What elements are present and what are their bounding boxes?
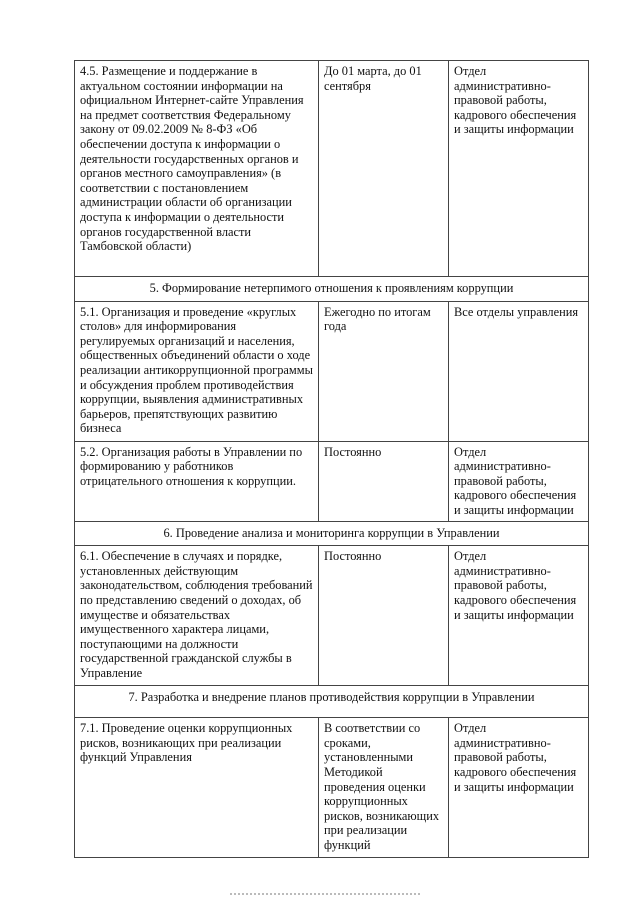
- term-cell: В соответствии со сроками, установленными Методикой проведения оценки коррупционных рисков, возникающих при реализации функций: [319, 718, 449, 858]
- section-row: [75, 277, 589, 302]
- action-cell: 5.2. Организация работы в Управлении по формированию у работников отрицательного отношения к коррупции.: [75, 441, 319, 521]
- section-title: 7. Разработка и внедрение планов противодействия коррупции в Управлении: [75, 686, 589, 718]
- section-row: [75, 521, 589, 546]
- section-row: [75, 686, 589, 718]
- term-cell: До 01 марта, до 01 сентября: [319, 61, 449, 277]
- action-cell: 4.5. Размещение и поддержание в актуальном состоянии информации на официальном Интернет-сайте Управления на предмет соответствия Федеральному закону от 09.02.2009 № 8-ФЗ «Об обеспечении доступа к информации о деятельности государственных органов и органов местного самоуправления» (в соответствии с постановлением администрации области об организации доступа к информации о деятельности органов государственной власти Тамбовской области): [75, 61, 319, 277]
- table-row: [75, 61, 589, 277]
- plan-table: [74, 60, 589, 858]
- document-page: [74, 60, 586, 858]
- table-row: [75, 718, 589, 858]
- table-row: [75, 301, 589, 441]
- responsible-cell: Отдел административно-правовой работы, кадрового обеспечения и защиты информации: [449, 546, 589, 686]
- action-cell: 6.1. Обеспечение в случаях и порядке, установленных действующим законодательством, соблюдения требований по представлению сведений о доходах, об имуществе и обязательствах имущественного характера лицами, поступающими на должности государственной гражданской службы в Управление: [75, 546, 319, 686]
- table-row: [75, 441, 589, 521]
- responsible-cell: Отдел административно-правовой работы, кадрового обеспечения и защиты информации: [449, 441, 589, 521]
- responsible-cell: Отдел административно-правовой работы, кадрового обеспечения и защиты информации: [449, 718, 589, 858]
- term-cell: Ежегодно по итогам года: [319, 301, 449, 441]
- action-cell: 7.1. Проведение оценки коррупционных рисков, возникающих при реализации функций Управления: [75, 718, 319, 858]
- page-bottom-scan-mark: [230, 893, 420, 898]
- term-cell: Постоянно: [319, 546, 449, 686]
- section-title: 6. Проведение анализа и мониторинга коррупции в Управлении: [75, 521, 589, 546]
- section-title: 5. Формирование нетерпимого отношения к проявлениям коррупции: [75, 277, 589, 302]
- responsible-cell: Все отделы управления: [449, 301, 589, 441]
- table-row: [75, 546, 589, 686]
- action-cell: 5.1. Организация и проведение «круглых столов» для информирования регулируемых организаций и населения, общественных объединений области о ходе реализации антикоррупционной программы и обсуждения проблем противодействия коррупции, выявления административных барьеров, препятствующих развитию бизнеса: [75, 301, 319, 441]
- responsible-cell: Отдел административно-правовой работы, кадрового обеспечения и защиты информации: [449, 61, 589, 277]
- term-cell: Постоянно: [319, 441, 449, 521]
